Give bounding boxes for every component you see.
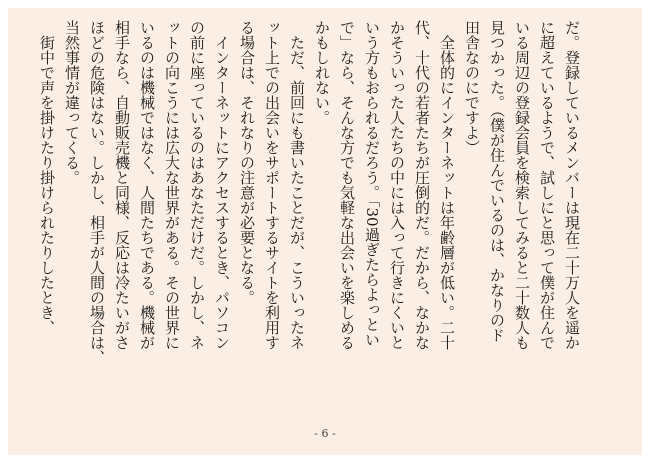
vertical-text-body xyxy=(38,20,584,420)
paragraph: インターネットにアクセスするとき、パソコン の前に座っているのはあなただけだ。しかし、ネ ットの向こうには広大な世界がある。その世界に いるのは機械ではなく、人間たちである。機械が 相手なら、自動販売機と同様、反応は冷たいがさ ほどの危険はない。しかし、相手が人間の場合は、 当然事情が違ってくる。 xyxy=(63,20,231,365)
page-number: - 6 - xyxy=(314,427,336,440)
paragraph: 全体的にインターネットは年齢層が低い。二十 代、十代の若者たちが圧倒的だ。だから、なかな かそういった人たちの中には入って行きにくいと いう方もおられるだろう。「30過ぎたらよっとい で」なら、そんな方でも気軽な出会いを楽しめる かもしれない。 xyxy=(313,20,456,350)
paragraph: ただ、前回にも書いたことだが、こういったネ ット上での出会いをサポートするサイトを利用す る場合は、それなりの注意が必要となる。 xyxy=(238,20,306,350)
paragraph: 街中で声を掛けたり掛けられたりしたとき、 xyxy=(38,20,56,335)
paragraph: だ。登録しているメンバーは現在二十万人を遥か に超えているようで、試しにと思って僕が住んで いる周辺の登録会員を検索してみると二十数人も 見つかった。（僕が住んでいるのは、かなりのド 田舎なのにですよ） xyxy=(463,20,581,350)
page-sheet xyxy=(8,8,642,455)
